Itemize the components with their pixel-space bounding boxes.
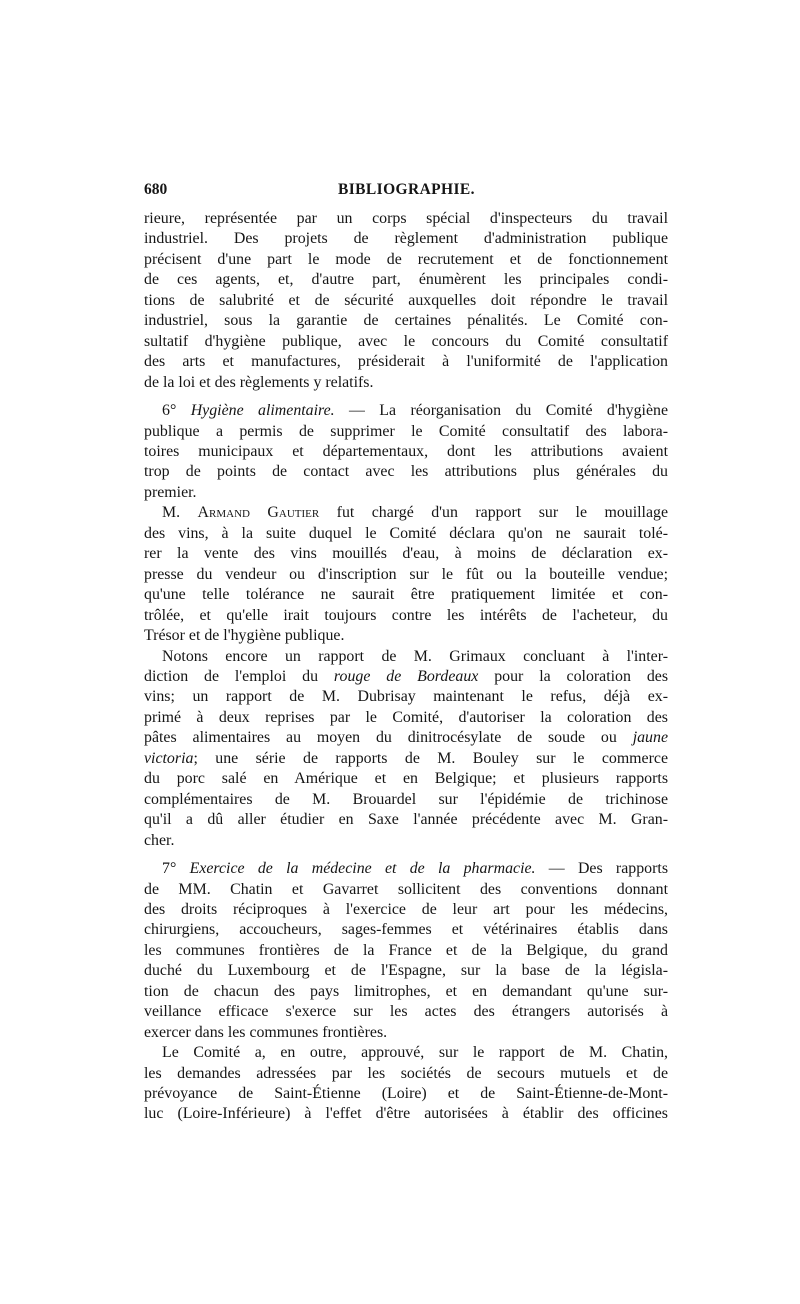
text-line: trop de points de contact avec les attributions plus générales du	[144, 463, 668, 481]
line-rest: — La réorganisation du Comité d'hygiène	[334, 402, 668, 420]
text-line: de MM. Chatin et Gavarret sollicitent des conventions donnant	[144, 880, 668, 898]
text-line: cher.	[144, 831, 175, 849]
line-part: pour la coloration des	[478, 667, 669, 685]
section-number: 7°	[162, 860, 190, 878]
text-line: complémentaires de M. Brouardel sur l'épidémie de trichinose	[144, 790, 668, 808]
text-line: précisent d'une part le mode de recrutement et de fonctionnement	[144, 250, 668, 268]
text-line: rer la vente des vins mouillés d'eau, à moins de déclaration ex-	[144, 545, 668, 563]
paragraph-rapports	[144, 647, 668, 852]
text-line: presse du vendeur ou d'inscription sur le fût ou la bouteille vendue;	[144, 565, 668, 583]
text-line: Le Comité a, en outre, approuvé, sur le rapport de M. Chatin,	[162, 1044, 668, 1062]
text-line: Notons encore un rapport de M. Grimaux concluant à l'inter-	[162, 647, 668, 665]
text-line: toires municipaux et départementaux, dont les attributions avaient	[144, 442, 668, 460]
text-line: du porc salé en Amérique et en Belgique; et plusieurs rapports	[144, 770, 668, 788]
text-line	[144, 749, 668, 769]
italic-term: victoria	[144, 749, 194, 767]
section-number: 6°	[162, 402, 191, 420]
paragraph-exercice-medecine	[144, 859, 668, 1043]
text-line: sultatif d'hygiène publique, avec le concours du Comité consultatif	[144, 332, 668, 350]
text-line	[144, 859, 668, 879]
line-part: pâtes alimentaires au moyen du dinitrocésylate de soude ou	[144, 729, 633, 747]
text-line: publique a permis de supprimer le Comité consultatif des labora-	[144, 422, 668, 440]
name-prefix: M.	[162, 504, 198, 522]
text-line: trôlée, et qu'elle irait toujours contre les intérêts de l'acheteur, du	[144, 606, 668, 624]
text-line: duché du Luxembourg et de l'Espagne, sur la base de la législa-	[144, 962, 668, 980]
text-line: exercer dans les communes frontières.	[144, 1023, 388, 1041]
text-line: chirurgiens, accoucheurs, sages-femmes et vétérinaires établis dans	[144, 921, 668, 939]
line-rest: — Des rapports	[535, 860, 669, 878]
text-line: industriel. Des projets de règlement d'administration publique	[144, 230, 668, 248]
italic-term: rouge de Bordeaux	[333, 667, 479, 685]
text-line: tions de salubrité et de sécurité auxquelles doit répondre le travail	[144, 291, 668, 309]
text-line: des droits réciproques à l'exercice de leur art pour les médecins,	[144, 900, 668, 918]
text-line: qu'une telle tolérance ne saurait être pratiquement limitée et con-	[144, 586, 668, 604]
text-line: industriel, sous la garantie de certaines pénalités. Le Comité con-	[144, 312, 668, 330]
text-line: tion de chacun des pays limitrophes, et en demandant qu'une sur-	[144, 982, 668, 1000]
text-line	[144, 667, 668, 687]
text-line: premier.	[144, 483, 197, 501]
running-head: BIBLIOGRAPHIE.	[338, 181, 475, 198]
text-line: rieure, représentée par un corps spécial d'inspecteurs du travail	[144, 210, 668, 227]
paragraph-officines	[144, 1043, 668, 1125]
text-line: luc (Loire-Inférieure) à l'effet d'être autorisées à établir des officines	[144, 1105, 668, 1123]
author-name: Armand Gautier	[197, 504, 320, 522]
italic-term: jaune	[632, 729, 668, 747]
text-line: Trésor et de l'hygiène publique.	[144, 627, 345, 645]
page-number: 680	[144, 181, 168, 198]
text-line: veillance efficace s'exerce sur les actes des étrangers autorisés à	[144, 1003, 668, 1021]
text-line: prévoyance de Saint-Étienne (Loire) et de Saint-Étienne-de-Mont-	[144, 1085, 668, 1103]
text-line: les demandes adressées par les sociétés de secours mutuels et de	[144, 1064, 668, 1082]
paragraph-continuation	[144, 209, 668, 393]
text-line: les communes frontières de la France et de la Belgique, du grand	[144, 941, 668, 959]
text-line: de ces agents, et, d'autre part, énumèrent les principales condi-	[144, 271, 668, 289]
paragraph-gautier	[144, 503, 668, 646]
text-line: de la loi et des règlements y relatifs.	[144, 373, 374, 391]
line-part: diction de l'emploi du	[144, 667, 334, 685]
body-text	[144, 209, 668, 1125]
section-heading: Exercice de la médecine et de la pharmacie.	[189, 860, 536, 878]
text-line: primé à deux reprises par le Comité, d'autoriser la coloration des	[144, 708, 668, 726]
section-heading: Hygiène alimentaire.	[190, 402, 335, 420]
paragraph-hygiene-alimentaire	[144, 401, 668, 503]
text-line	[144, 503, 668, 523]
text-line: qu'il a dû aller étudier en Saxe l'année précédente avec M. Gran-	[144, 811, 668, 829]
page-header	[144, 181, 668, 205]
text-line	[144, 401, 668, 421]
line-part: ; une série de rapports de M. Bouley sur le commerce	[193, 749, 668, 767]
text-line: vins; un rapport de M. Dubrisay maintenant le refus, déjà ex-	[144, 688, 668, 706]
text-line: des vins, à la suite duquel le Comité déclara qu'on ne saurait tolé-	[144, 524, 668, 542]
text-line: des arts et manufactures, présiderait à l'uniformité de l'application	[144, 353, 668, 371]
text-line	[144, 728, 668, 748]
line-rest: fut chargé d'un rapport sur le mouillage	[319, 504, 669, 522]
